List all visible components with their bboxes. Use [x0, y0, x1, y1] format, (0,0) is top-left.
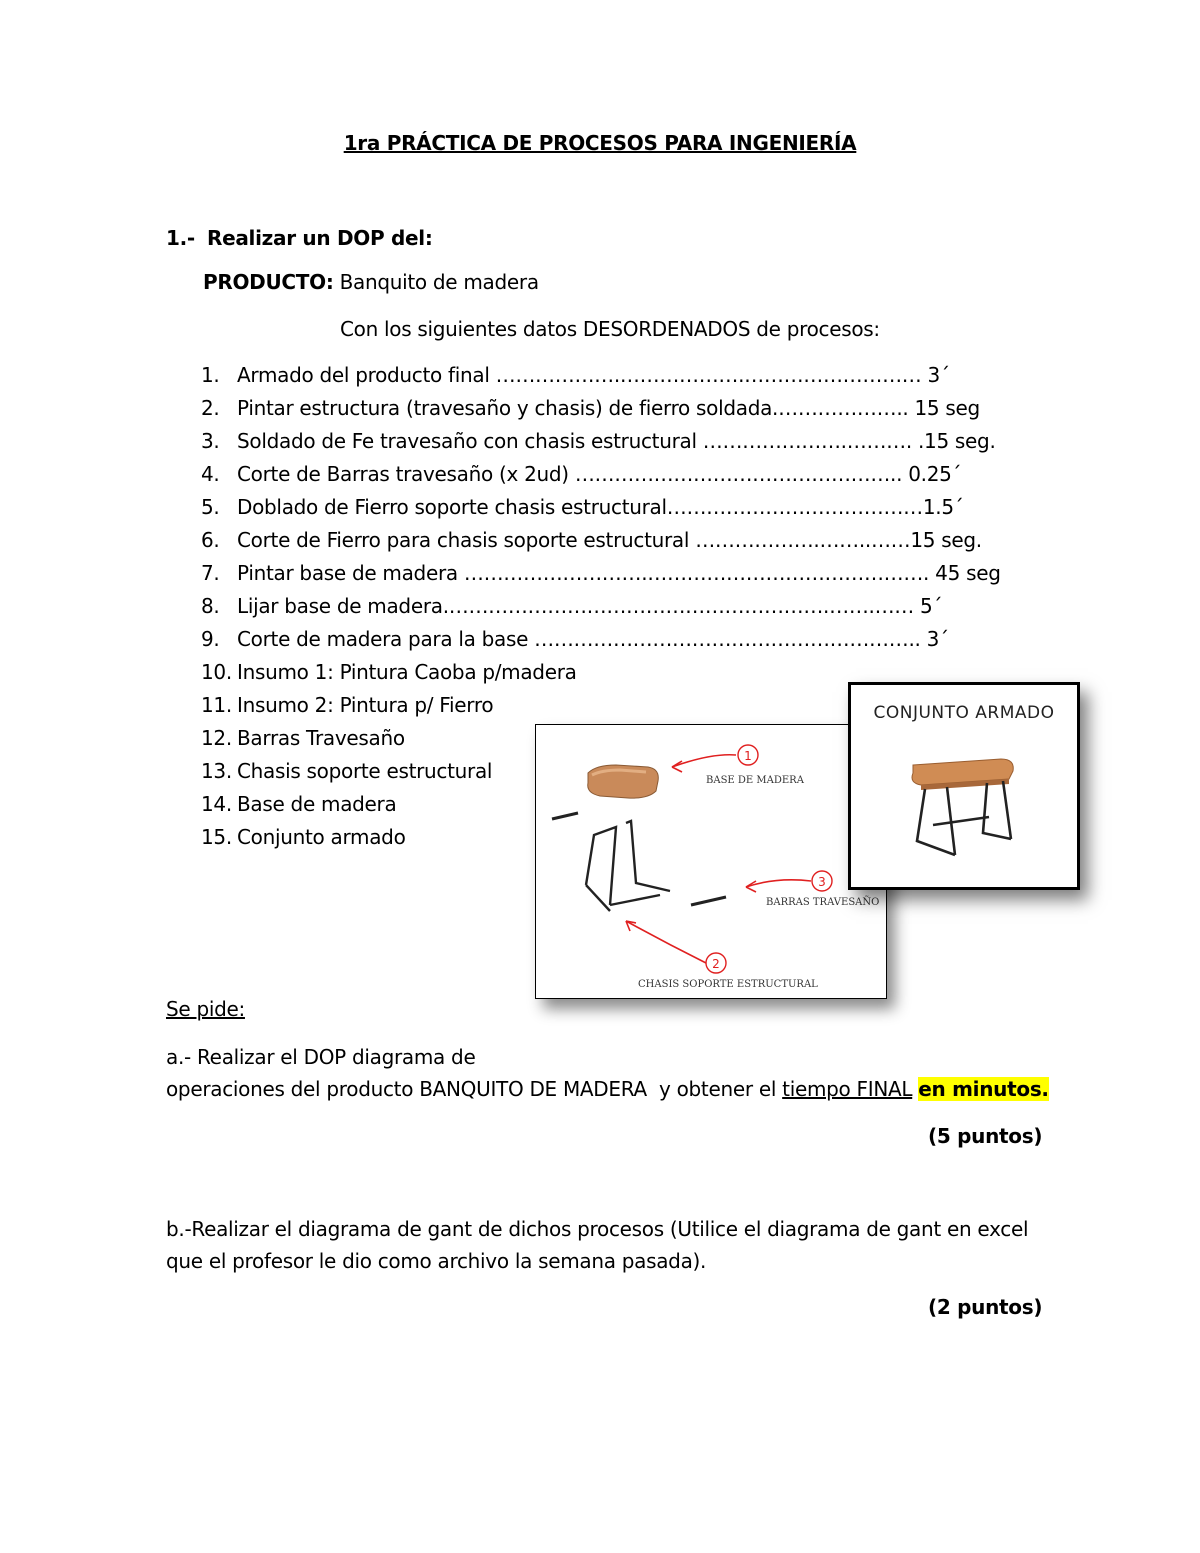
- label-barras-travesano: BARRAS TRAVESAÑO: [766, 897, 880, 908]
- process-item-number: 3.: [201, 429, 220, 453]
- process-item-number: 2.: [201, 396, 220, 420]
- process-item-text: Pintar estructura (travesaño y chasis) de fierro soldada.……………….. 15 seg: [237, 396, 980, 420]
- part-a-line2-prefix: operaciones del producto BANQUITO DE MADERA y obtener el: [166, 1077, 783, 1101]
- process-item-number: 10.: [201, 660, 232, 684]
- part-b-line2: que el profesor le dio como archivo la semana pasada).: [166, 1249, 707, 1273]
- part-a-underlined: tiempo FINAL: [782, 1077, 913, 1101]
- stool-legs: [917, 781, 1011, 855]
- marker-1: 1: [744, 749, 752, 763]
- product-label: PRODUCTO:: [203, 270, 334, 294]
- exploded-diagram: [535, 724, 887, 999]
- process-item-number: 14.: [201, 792, 232, 816]
- process-item-text: Corte de Barras travesaño (x 2ud) ………………………………………….. 0.25´: [237, 462, 962, 486]
- bar-piece-left: [552, 813, 578, 819]
- page-title: 1ra PRÁCTICA DE PROCESOS PARA INGENIERÍA: [343, 131, 857, 155]
- label-chasis: CHASIS SOPORTE ESTRUCTURAL: [638, 979, 818, 990]
- process-item-text: Chasis soporte estructural: [237, 759, 493, 783]
- assembled-panel-title: CONJUNTO ARMADO: [873, 703, 1055, 723]
- process-item-text: Lijar base de madera.………………………………………………….…….…… 5´: [237, 594, 943, 618]
- part-b-line1: b.-Realizar el diagrama de gant de dichos procesos (Utilice el diagrama de gant en excel: [166, 1217, 1029, 1241]
- part-a-line2: [166, 1077, 1049, 1101]
- process-item-text: Corte de madera para la base ………………………………………………….. 3´: [237, 627, 949, 651]
- product-value: Banquito de madera: [339, 270, 539, 294]
- se-pide-heading: Se pide:: [166, 997, 245, 1021]
- process-item-number: 1.: [201, 363, 220, 387]
- process-item-number: 7.: [201, 561, 220, 585]
- process-item-text: Doblado de Fierro soporte chasis estructural…………………………………1.5´: [237, 495, 964, 519]
- process-item-text: Soldado de Fe travesaño con chasis estructural ………………….………. .15 seg.: [237, 429, 996, 453]
- part-a-line1: a.- Realizar el DOP diagrama de: [166, 1045, 476, 1069]
- intro-text: Con los siguientes datos DESORDENADOS de procesos:: [340, 317, 880, 341]
- part-a-highlight: en minutos.: [918, 1077, 1049, 1101]
- part-b-points: (2 puntos): [928, 1295, 1043, 1319]
- chassis-frame: [586, 821, 670, 911]
- process-item-number: 5.: [201, 495, 220, 519]
- product-line: [203, 270, 539, 294]
- process-item-number: 8.: [201, 594, 220, 618]
- process-item-text: Insumo 2: Pintura p/ Fierro: [237, 693, 494, 717]
- exploded-diagram-drawing: [536, 725, 886, 998]
- process-item-number: 4.: [201, 462, 220, 486]
- process-item-number: 6.: [201, 528, 220, 552]
- process-item-number: 11.: [201, 693, 232, 717]
- part-a-points: (5 puntos): [928, 1124, 1043, 1148]
- process-item-text: Barras Travesaño: [237, 726, 405, 750]
- process-item-number: 12.: [201, 726, 232, 750]
- process-item-number: 13.: [201, 759, 232, 783]
- process-item-number: 9.: [201, 627, 220, 651]
- process-item-text: Pintar base de madera ……………………….……………………………………. 45 seg: [237, 561, 1001, 585]
- process-item-text: Insumo 1: Pintura Caoba p/madera: [237, 660, 577, 684]
- marker-2: 2: [712, 957, 720, 971]
- bar-piece-right: [691, 897, 726, 905]
- assembled-panel: [848, 682, 1080, 890]
- process-item-number: 15.: [201, 825, 232, 849]
- process-item-text: Conjunto armado: [237, 825, 406, 849]
- assembled-stool-drawing: [851, 685, 1077, 887]
- process-item-text: Armado del producto final ……………….……………….……………………… 3´: [237, 363, 950, 387]
- question-number: 1.-: [166, 226, 195, 250]
- process-item-text: Corte de Fierro para chasis soporte estructural ……………….……..……15 seg.: [237, 528, 982, 552]
- marker-3: 3: [818, 875, 826, 889]
- label-base-de-madera: BASE DE MADERA: [706, 775, 804, 786]
- process-item-text: Base de madera: [237, 792, 397, 816]
- question-heading: Realizar un DOP del:: [207, 226, 433, 250]
